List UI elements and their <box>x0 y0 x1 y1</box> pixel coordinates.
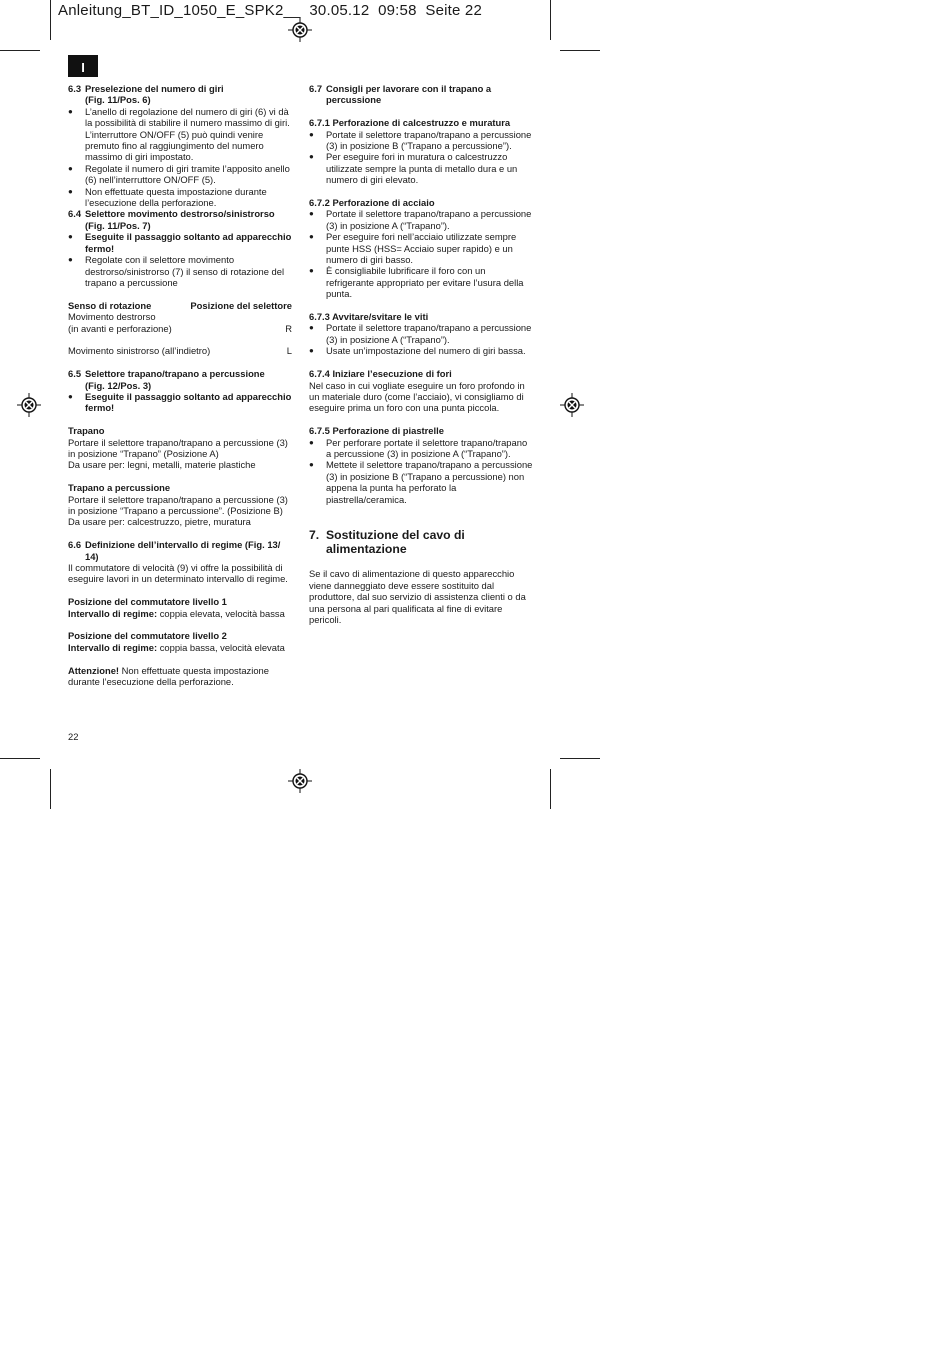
paragraph: Se il cavo di alimentazione di questo apparecchio viene danneggiato deve essere sostituito dal produttore, dal suo servizio di assistenza clienti o da una persona al pari qualificata al fine di evitare pericoli. <box>309 568 526 625</box>
registration-mark-icon <box>288 18 312 42</box>
crop-mark-top-right-vertical <box>550 0 551 40</box>
chapter-title: alimentazione <box>326 542 407 557</box>
table-cell: Movimento destrorso <box>68 311 156 323</box>
subheading-trapano-a-percussione: Trapano a percussione <box>68 482 171 494</box>
bullet-item <box>309 437 533 460</box>
table-cell-value: L <box>286 345 292 357</box>
bullet-item-warning <box>68 391 292 414</box>
bullet-item <box>309 459 533 505</box>
bullet-text: L’anello di regolazione del numero di giri (6) vi dà la possibilità di stabilire il numero massimo di giri. L’interruttore ON/OFF (5) può quindi venire premuto fino al raggiungimento del numero massimo di giri impostato. <box>85 105 290 163</box>
bullet-item <box>68 163 292 186</box>
bullet-icon: ● <box>68 186 73 196</box>
section-number: 6.6 <box>68 539 82 551</box>
section-title-ref: 14) <box>85 550 99 562</box>
bullet-item <box>68 106 292 163</box>
section-heading-6-4 <box>68 208 292 231</box>
section-number: 6.3 <box>68 83 82 94</box>
registration-mark-icon <box>560 393 584 417</box>
section-title-ref: (Fig. 11/Pos. 7) <box>85 219 151 231</box>
right-column <box>309 83 533 625</box>
bullet-icon: ● <box>68 106 73 116</box>
bullet-text: Per eseguire fori nell’acciaio utilizzate sempre punte HSS (HSS= Acciaio super rapido) e un numero di giri basso. <box>326 231 517 266</box>
bullet-icon: ● <box>309 209 314 219</box>
bullet-icon: ● <box>309 266 314 276</box>
bullet-icon: ● <box>309 323 314 333</box>
paragraph: Il commutatore di velocità (9) vi offre la possibilità di eseguire lavori in un determinato intervallo di regime. <box>68 561 288 585</box>
subsection-heading-6-7-2: 6.7.2 Perforazione di acciaio <box>309 197 435 209</box>
table-cell: (in avanti e perforazione) <box>68 322 172 334</box>
section-title: Definizione dell’intervallo di regime (Fig. 13/ <box>85 539 281 551</box>
label: Intervallo di regime: <box>68 641 158 653</box>
bullet-icon: ● <box>309 129 314 139</box>
bullet-item <box>68 186 292 209</box>
bullet-text: Portate il selettore trapano/trapano a percussione (3) in posizione A (“Trapano”). <box>326 208 532 231</box>
table-cell: Movimento sinistrorso (all’indietro) <box>68 345 211 357</box>
table-header-cell: Senso di rotazione <box>68 299 152 311</box>
section-title: Consigli per lavorare con il trapano a <box>326 83 492 94</box>
section-title: percussione <box>326 94 382 106</box>
bullet-text: Per perforare portate il selettore trapano/trapano a percussione (3) in posizione A (“Trapano”). <box>326 436 528 459</box>
print-slug-header: Anleitung_BT_ID_1050_E_SPK2__ 30.05.12 09:58 Seite 22 <box>58 2 483 19</box>
crop-mark-bottom-left-vertical <box>50 769 51 809</box>
bullet-text: Portate il selettore trapano/trapano a percussione (3) in posizione A (“Trapano”). <box>326 322 532 345</box>
chapter-heading-7 <box>309 528 533 557</box>
crop-mark-top-left-vertical <box>50 0 51 40</box>
value: coppia elevata, velocità bassa <box>157 607 285 619</box>
section-heading-6-5 <box>68 368 292 391</box>
value: coppia bassa, velocità elevata <box>157 641 285 653</box>
bullet-icon: ● <box>68 232 73 242</box>
paragraph: Da usare per: calcestruzzo, pietre, muratura <box>68 516 251 528</box>
section-number: 6.7 <box>309 83 323 94</box>
page-number: 22 <box>68 731 79 742</box>
bullet-text: È consigliabile lubrificare il foro con un refrigerante appropriato per evitare l’usura della punta. <box>326 265 524 300</box>
bullet-icon: ● <box>309 346 314 356</box>
section-title: Preselezione del numero di giri <box>85 83 224 94</box>
bullet-text: Portate il selettore trapano/trapano a percussione (3) in posizione B (“Trapano a percussione”). <box>326 128 532 152</box>
subsection-heading-6-7-1: 6.7.1 Perforazione di calcestruzzo e muratura <box>309 117 511 129</box>
bullet-icon: ● <box>68 391 73 401</box>
bullet-text: Eseguite il passaggio soltanto ad apparecchio fermo! <box>85 231 292 254</box>
registration-mark-icon <box>288 769 312 793</box>
bullet-text: Regolate il numero di giri tramite l’apposito anello (6) nell’interruttore ON/OFF (5). <box>85 162 290 186</box>
section-number: 6.5 <box>68 368 82 380</box>
bullet-text: Usate un’impostazione del numero di giri bassa. <box>326 345 526 357</box>
bullet-icon: ● <box>309 152 314 162</box>
left-column <box>68 83 292 687</box>
bullet-text: Mettete il selettore trapano/trapano a percussione (3) in posizione B (“Trapano a percussione) non appena la punta ha perforato la piastrella/ceramica. <box>326 459 533 505</box>
section-title-ref: (Fig. 11/Pos. 6) <box>85 94 151 106</box>
paragraph: Portare il selettore trapano/trapano a percussione (3) in posizione “Trapano” (Posizione A) <box>68 436 288 459</box>
paragraph: Portare il selettore trapano/trapano a percussione (3) in posizione “Trapano a percussione”. (Posizione B) <box>68 493 288 516</box>
paragraph: Da usare per: legni, metalli, materie plastiche <box>68 459 256 471</box>
bullet-icon: ● <box>309 437 314 447</box>
bullet-icon: ● <box>68 163 73 173</box>
bullet-text: Per eseguire fori in muratura o calcestruzzo utilizzate sempre la punta di metallo dura e un numero di giri elevato. <box>326 151 518 186</box>
table-row <box>68 345 292 356</box>
bullet-icon: ● <box>309 232 314 242</box>
subsection-heading-6-7-5: 6.7.5 Perforazione di piastrelle <box>309 425 444 437</box>
language-badge: I <box>68 55 98 77</box>
bullet-text: Eseguite il passaggio soltanto ad apparecchio fermo! <box>85 390 292 414</box>
section-number: 6.4 <box>68 208 82 220</box>
section-heading-6-3 <box>68 83 292 106</box>
bullet-item <box>309 208 533 231</box>
subheading-level-1: Posizione del commutatore livello 1 <box>68 596 227 608</box>
section-heading-6-6 <box>68 539 292 562</box>
subsection-heading-6-7-3: 6.7.3 Avvitare/svitare le viti <box>309 311 429 323</box>
subheading-trapano: Trapano <box>68 425 105 437</box>
crop-mark-top-right-horizontal <box>560 50 600 51</box>
warning-label: Attenzione! <box>68 664 120 676</box>
paragraph <box>68 608 292 619</box>
section-title: Selettore movimento destrorso/sinistrorso <box>85 208 275 220</box>
bullet-text: Regolate con il selettore movimento destrorso/sinistrorso (7) il senso di rotazione del trapano a percussione <box>85 254 285 288</box>
section-heading-6-7 <box>309 83 533 106</box>
bullet-item <box>309 231 533 265</box>
table-header-cell: Posizione del selettore <box>190 299 292 311</box>
bullet-item <box>309 129 533 152</box>
subheading-level-2: Posizione del commutatore livello 2 <box>68 630 227 642</box>
crop-mark-bottom-right-horizontal <box>560 758 600 759</box>
subsection-heading-6-7-4: 6.7.4 Iniziare l’esecuzione di fori <box>309 368 452 380</box>
bullet-icon: ● <box>68 255 73 265</box>
bullet-item <box>68 254 292 288</box>
label: Intervallo di regime: <box>68 607 158 619</box>
bullet-item <box>309 265 533 299</box>
chapter-number: 7. <box>309 527 320 542</box>
crop-mark-bottom-left-horizontal <box>0 758 40 759</box>
registration-mark-icon <box>17 393 41 417</box>
bullet-item <box>309 322 533 345</box>
section-title-ref: (Fig. 12/Pos. 3) <box>85 379 152 391</box>
bullet-item-warning <box>68 231 292 254</box>
bullet-text: Non effettuate questa impostazione durante l’esecuzione della perforazione. <box>85 185 267 209</box>
table-header <box>68 300 292 311</box>
bullet-item <box>309 345 533 356</box>
table-cell-value: R <box>285 322 292 334</box>
chapter-title: Sostituzione del cavo di <box>326 527 465 542</box>
bullet-icon: ● <box>309 460 314 470</box>
paragraph <box>68 642 292 653</box>
bullet-item <box>309 151 533 185</box>
section-title: Selettore trapano/trapano a percussione <box>85 368 265 380</box>
warning-paragraph <box>68 665 292 688</box>
crop-mark-top-left-horizontal <box>0 50 40 51</box>
warning-text: Non effettuate questa impostazione durante l’esecuzione della perforazione. <box>68 664 269 687</box>
crop-mark-bottom-right-vertical <box>550 769 551 809</box>
table-row <box>68 311 292 334</box>
paragraph: Nel caso in cui vogliate eseguire un foro profondo in un materiale duro (come l’acciaio), vi consigliamo di eseguire prima un foro con una punta piccola. <box>309 379 525 414</box>
